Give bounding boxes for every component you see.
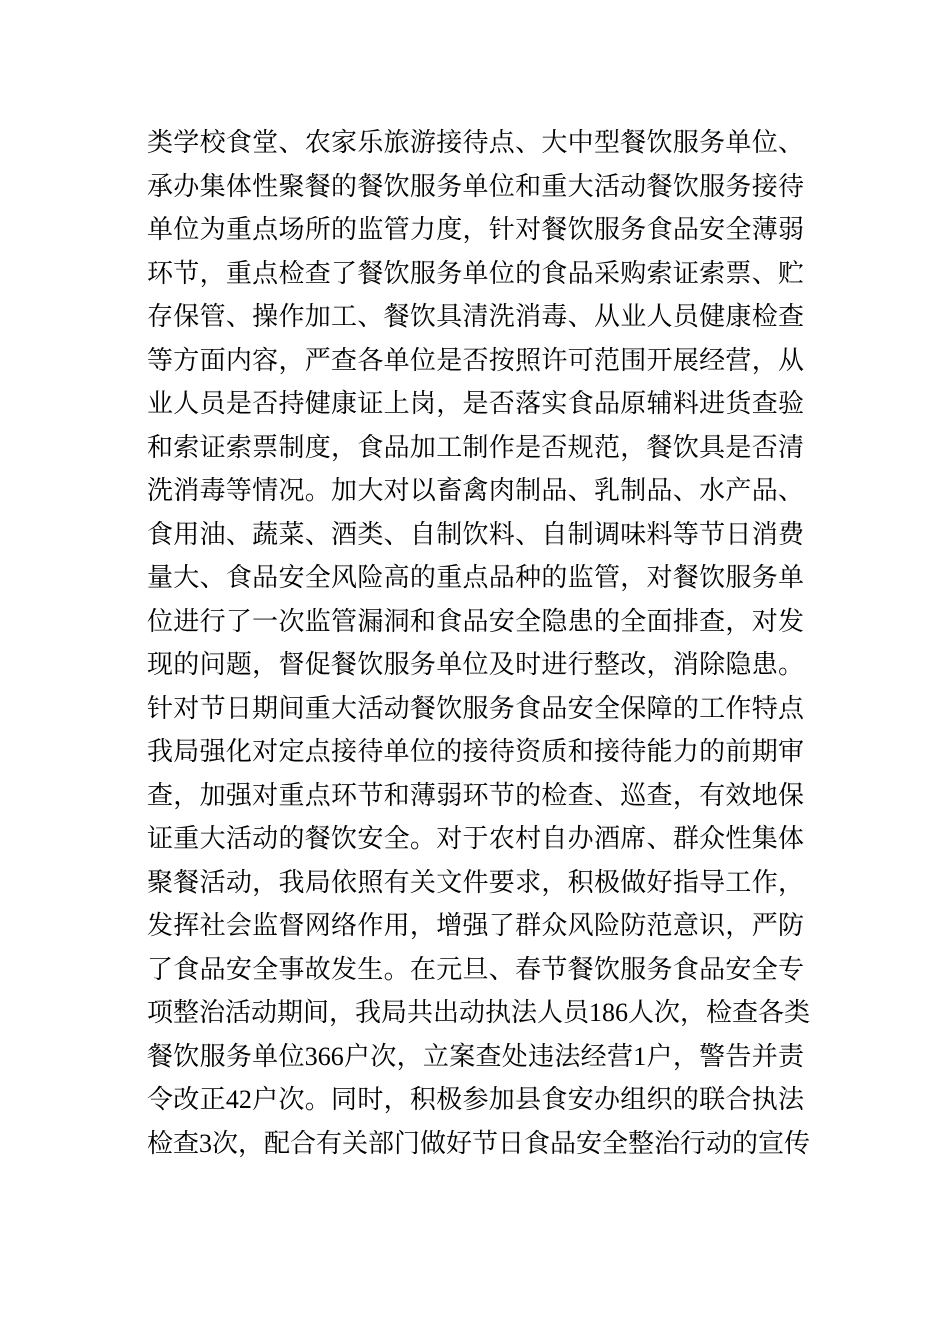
text-line: 现的问题，督促餐饮服务单位及时进行整改，消除隐患。 (147, 650, 804, 679)
text-line: 发挥社会监督网络作用，增强了群众风险防范意识，严防 (147, 911, 804, 940)
text-line: 业人员是否持健康证上岗，是否落实食品原辅料进货查验 (147, 389, 804, 418)
text-line: 针对节日期间重大活动餐饮服务食品安全保障的工作特点 (147, 693, 804, 723)
text-line: 存保管、操作加工、餐饮具清洗消毒、从业人员健康检查 (147, 302, 804, 331)
body-paragraph (147, 121, 811, 1165)
text-line: 食用油、蔬菜、酒类、自制饮料、自制调味料等节日消费 (147, 519, 804, 549)
text-line: 位进行了一次监管漏洞和食品安全隐患的全面排查，对发 (147, 606, 804, 636)
text-line: 承办集体性聚餐的餐饮服务单位和重大活动餐饮服务接待 (147, 171, 804, 201)
text-line: 类学校食堂、农家乐旅游接待点、大中型餐饮服务单位、 (147, 128, 804, 157)
text-line: 环节，重点检查了餐饮服务单位的食品采购索证索票、贮 (147, 258, 804, 288)
text-line: 和索证索票制度，食品加工制作是否规范，餐饮具是否清 (147, 432, 804, 462)
text-line: 我局强化对定点接待单位的接待资质和接待能力的前期审 (147, 737, 804, 766)
text-line: 检查3次，配合有关部门做好节日食品安全整治行动的宣传 (147, 1128, 811, 1158)
text-line: 等方面内容，严查各单位是否按照许可范围开展经营，从 (147, 345, 804, 375)
text-line: 了食品安全事故发生。在元旦、春节餐饮服务食品安全专 (147, 954, 804, 984)
text-line: 量大、食品安全风险高的重点品种的监管，对餐饮服务单 (147, 563, 804, 592)
text-line: 证重大活动的餐饮安全。对于农村自办酒席、群众性集体 (147, 824, 804, 853)
text-line: 项整治活动期间，我局共出动执法人员186人次，检查各类 (147, 998, 811, 1027)
text-line: 令改正42户次。同时，积极参加县食安办组织的联合执法 (147, 1085, 804, 1114)
text-line: 聚餐活动，我局依照有关文件要求，积极做好指导工作， (147, 867, 804, 897)
text-line: 洗消毒等情况。加大对以畜禽肉制品、乳制品、水产品、 (147, 476, 804, 505)
text-line: 查，加强对重点环节和薄弱环节的检查、巡查，有效地保 (147, 780, 804, 810)
text-line: 餐饮服务单位366户次，立案查处违法经营1户，警告并责 (147, 1041, 804, 1071)
text-line: 单位为重点场所的监管力度，针对餐饮服务食品安全薄弱 (147, 215, 804, 244)
